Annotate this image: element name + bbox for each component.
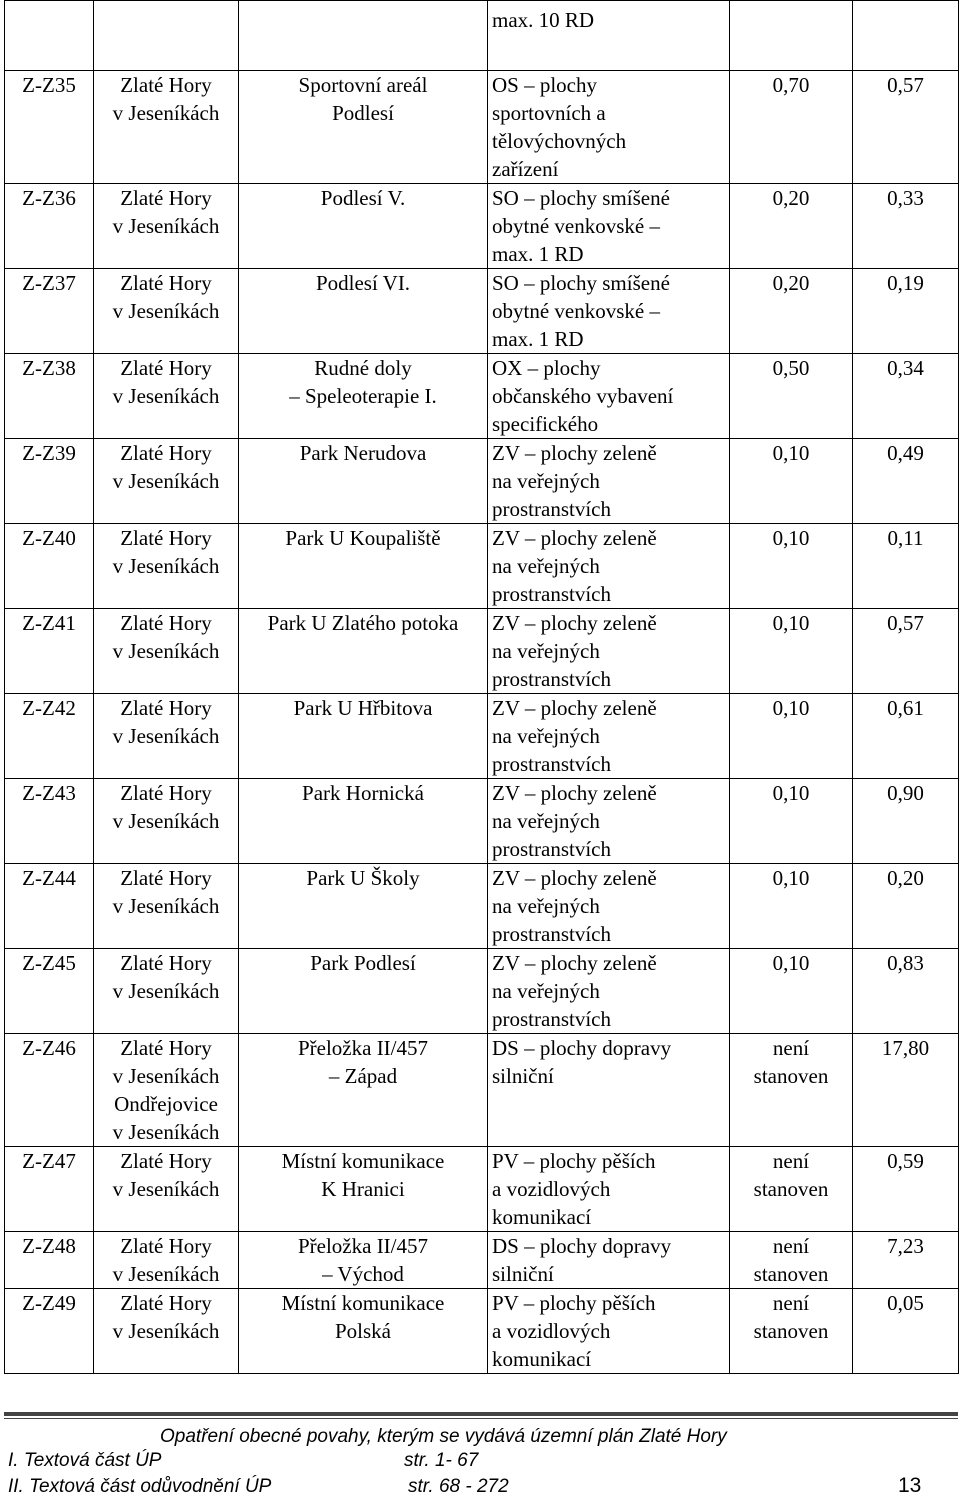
page-number: 13 — [898, 1474, 922, 1497]
value-1-cell: 0,10 — [730, 864, 853, 949]
value-2-cell: 0,49 — [853, 439, 959, 524]
value-2-cell: 0,19 — [853, 269, 959, 354]
value-1-cell: 0,10 — [730, 524, 853, 609]
table-row — [5, 269, 959, 354]
footer-rule-thin — [4, 1418, 958, 1419]
footer-part1-label: I. Textová část ÚP — [8, 1450, 162, 1471]
municipality-cell: Zlaté Hory v Jeseníkách — [94, 779, 239, 864]
value-2-cell: 17,80 — [853, 1034, 959, 1147]
zone-code-cell: Z-Z44 — [5, 864, 94, 949]
land-use-cell: SO – plochy smíšené obytné venkovské – max. 1 RD — [488, 269, 730, 354]
zone-code-cell: Z-Z37 — [5, 269, 94, 354]
zone-code-cell: Z-Z35 — [5, 71, 94, 184]
footer-part2-pages: str. 68 - 272 — [408, 1476, 509, 1497]
municipality-cell: Zlaté Hory v Jeseníkách Ondřejovice v Jeseníkách — [94, 1034, 239, 1147]
table-row-top — [5, 1, 959, 71]
value-2-cell: 0,59 — [853, 1147, 959, 1232]
value-1-cell: 0,50 — [730, 354, 853, 439]
value-2-cell: 0,20 — [853, 864, 959, 949]
land-use-cell: ZV – plochy zeleně na veřejných prostranstvích — [488, 864, 730, 949]
table-row — [5, 524, 959, 609]
value-1-cell: 0,20 — [730, 269, 853, 354]
municipality-cell: Zlaté Hory v Jeseníkách — [94, 184, 239, 269]
land-use-cell: SO – plochy smíšené obytné venkovské – max. 1 RD — [488, 184, 730, 269]
table-row — [5, 354, 959, 439]
land-use-cell: OS – plochy sportovních a tělovýchovných zařízení — [488, 71, 730, 184]
locality-cell: Přeložka II/457 – Západ — [239, 1034, 488, 1147]
zone-code-cell: Z-Z48 — [5, 1232, 94, 1289]
zone-code-cell: Z-Z41 — [5, 609, 94, 694]
table-row — [5, 1034, 959, 1147]
value-2-cell: 7,23 — [853, 1232, 959, 1289]
locality-cell: Park U Koupaliště — [239, 524, 488, 609]
zone-code-cell: Z-Z45 — [5, 949, 94, 1034]
footer-part2 — [8, 1476, 509, 1498]
municipality-cell: Zlaté Hory v Jeseníkách — [94, 439, 239, 524]
locality-cell: Park U Školy — [239, 864, 488, 949]
locality-cell: Sportovní areál Podlesí — [239, 71, 488, 184]
municipality-cell: Zlaté Hory v Jeseníkách — [94, 354, 239, 439]
land-use-cell: ZV – plochy zeleně na veřejných prostranstvích — [488, 609, 730, 694]
footer-part2-label: II. Textová část odůvodnění ÚP — [8, 1476, 272, 1497]
value-2-cell: 0,61 — [853, 694, 959, 779]
municipality-cell: Zlaté Hory v Jeseníkách — [94, 1232, 239, 1289]
zones-table — [4, 0, 959, 1374]
zone-code-cell: Z-Z47 — [5, 1147, 94, 1232]
land-use-cell: PV – plochy pěších a vozidlových komunikací — [488, 1147, 730, 1232]
locality-cell: Park U Zlatého potoka — [239, 609, 488, 694]
value-2-cell: 0,05 — [853, 1289, 959, 1374]
land-use-cell: ZV – plochy zeleně na veřejných prostranstvích — [488, 524, 730, 609]
locality-cell: Podlesí V. — [239, 184, 488, 269]
value-1-cell: 0,10 — [730, 779, 853, 864]
value-1-cell: 0,10 — [730, 949, 853, 1034]
zone-code-cell: Z-Z36 — [5, 184, 94, 269]
zone-code-cell: Z-Z38 — [5, 354, 94, 439]
locality-cell: Přeložka II/457 – Východ — [239, 1232, 488, 1289]
value-1-cell: 0,10 — [730, 439, 853, 524]
locality-cell: Park Hornická — [239, 779, 488, 864]
municipality-cell: Zlaté Hory v Jeseníkách — [94, 694, 239, 779]
municipality-cell: Zlaté Hory v Jeseníkách — [94, 609, 239, 694]
footer-part1-pages: str. 1- 67 — [404, 1450, 479, 1471]
zone-code-cell: Z-Z40 — [5, 524, 94, 609]
value-2-cell: 0,11 — [853, 524, 959, 609]
locality-cell: Podlesí VI. — [239, 269, 488, 354]
land-use-cell: ZV – plochy zeleně na veřejných prostranstvích — [488, 439, 730, 524]
value-1-cell: 0,20 — [730, 184, 853, 269]
table-row — [5, 779, 959, 864]
value-1-cell: není stanoven — [730, 1034, 853, 1147]
land-use-cell: OX – plochy občanského vybavení specifického — [488, 354, 730, 439]
value-1-cell: 0,10 — [730, 694, 853, 779]
zone-code-cell: Z-Z43 — [5, 779, 94, 864]
land-use-cell: ZV – plochy zeleně na veřejných prostranstvích — [488, 949, 730, 1034]
land-use-cell: DS – plochy dopravy silniční — [488, 1232, 730, 1289]
municipality-cell: Zlaté Hory v Jeseníkách — [94, 1147, 239, 1232]
value-1-cell: není stanoven — [730, 1289, 853, 1374]
table-row — [5, 184, 959, 269]
municipality-cell: Zlaté Hory v Jeseníkách — [94, 524, 239, 609]
value-2-cell: 0,57 — [853, 609, 959, 694]
table-row — [5, 609, 959, 694]
footer-subject: Opatření obecné povahy, kterým se vydává územní plán Zlaté Hory — [160, 1426, 727, 1447]
table-row — [5, 439, 959, 524]
locality-cell: Místní komunikace K Hranici — [239, 1147, 488, 1232]
zone-code-cell: Z-Z46 — [5, 1034, 94, 1147]
value-1-cell: 0,10 — [730, 609, 853, 694]
value-2-cell: 0,83 — [853, 949, 959, 1034]
value-1-cell: není stanoven — [730, 1147, 853, 1232]
land-use-cell: PV – plochy pěších a vozidlových komunikací — [488, 1289, 730, 1374]
land-use-cell: ZV – plochy zeleně na veřejných prostranstvích — [488, 694, 730, 779]
top-cell-text: max. 10 RD — [488, 1, 730, 71]
value-2-cell: 0,90 — [853, 779, 959, 864]
value-2-cell: 0,34 — [853, 354, 959, 439]
municipality-cell: Zlaté Hory v Jeseníkách — [94, 1289, 239, 1374]
table-row — [5, 1147, 959, 1232]
locality-cell: Park Podlesí — [239, 949, 488, 1034]
value-2-cell: 0,57 — [853, 71, 959, 184]
table-row — [5, 1232, 959, 1289]
table-row — [5, 864, 959, 949]
municipality-cell: Zlaté Hory v Jeseníkách — [94, 949, 239, 1034]
locality-cell: Park U Hřbitova — [239, 694, 488, 779]
footer-part1 — [8, 1450, 479, 1472]
footer-rule-thick — [4, 1412, 958, 1416]
value-2-cell: 0,33 — [853, 184, 959, 269]
locality-cell: Místní komunikace Polská — [239, 1289, 488, 1374]
locality-cell: Park Nerudova — [239, 439, 488, 524]
table-row — [5, 694, 959, 779]
table-row — [5, 71, 959, 184]
zone-code-cell: Z-Z42 — [5, 694, 94, 779]
zone-code-cell: Z-Z49 — [5, 1289, 94, 1374]
zone-code-cell: Z-Z39 — [5, 439, 94, 524]
locality-cell: Rudné doly – Speleoterapie I. — [239, 354, 488, 439]
value-1-cell: 0,70 — [730, 71, 853, 184]
table-row — [5, 1289, 959, 1374]
municipality-cell: Zlaté Hory v Jeseníkách — [94, 269, 239, 354]
value-1-cell: není stanoven — [730, 1232, 853, 1289]
land-use-cell: ZV – plochy zeleně na veřejných prostranstvích — [488, 779, 730, 864]
land-use-cell: DS – plochy dopravy silniční — [488, 1034, 730, 1147]
table-row — [5, 949, 959, 1034]
municipality-cell: Zlaté Hory v Jeseníkách — [94, 71, 239, 184]
municipality-cell: Zlaté Hory v Jeseníkách — [94, 864, 239, 949]
